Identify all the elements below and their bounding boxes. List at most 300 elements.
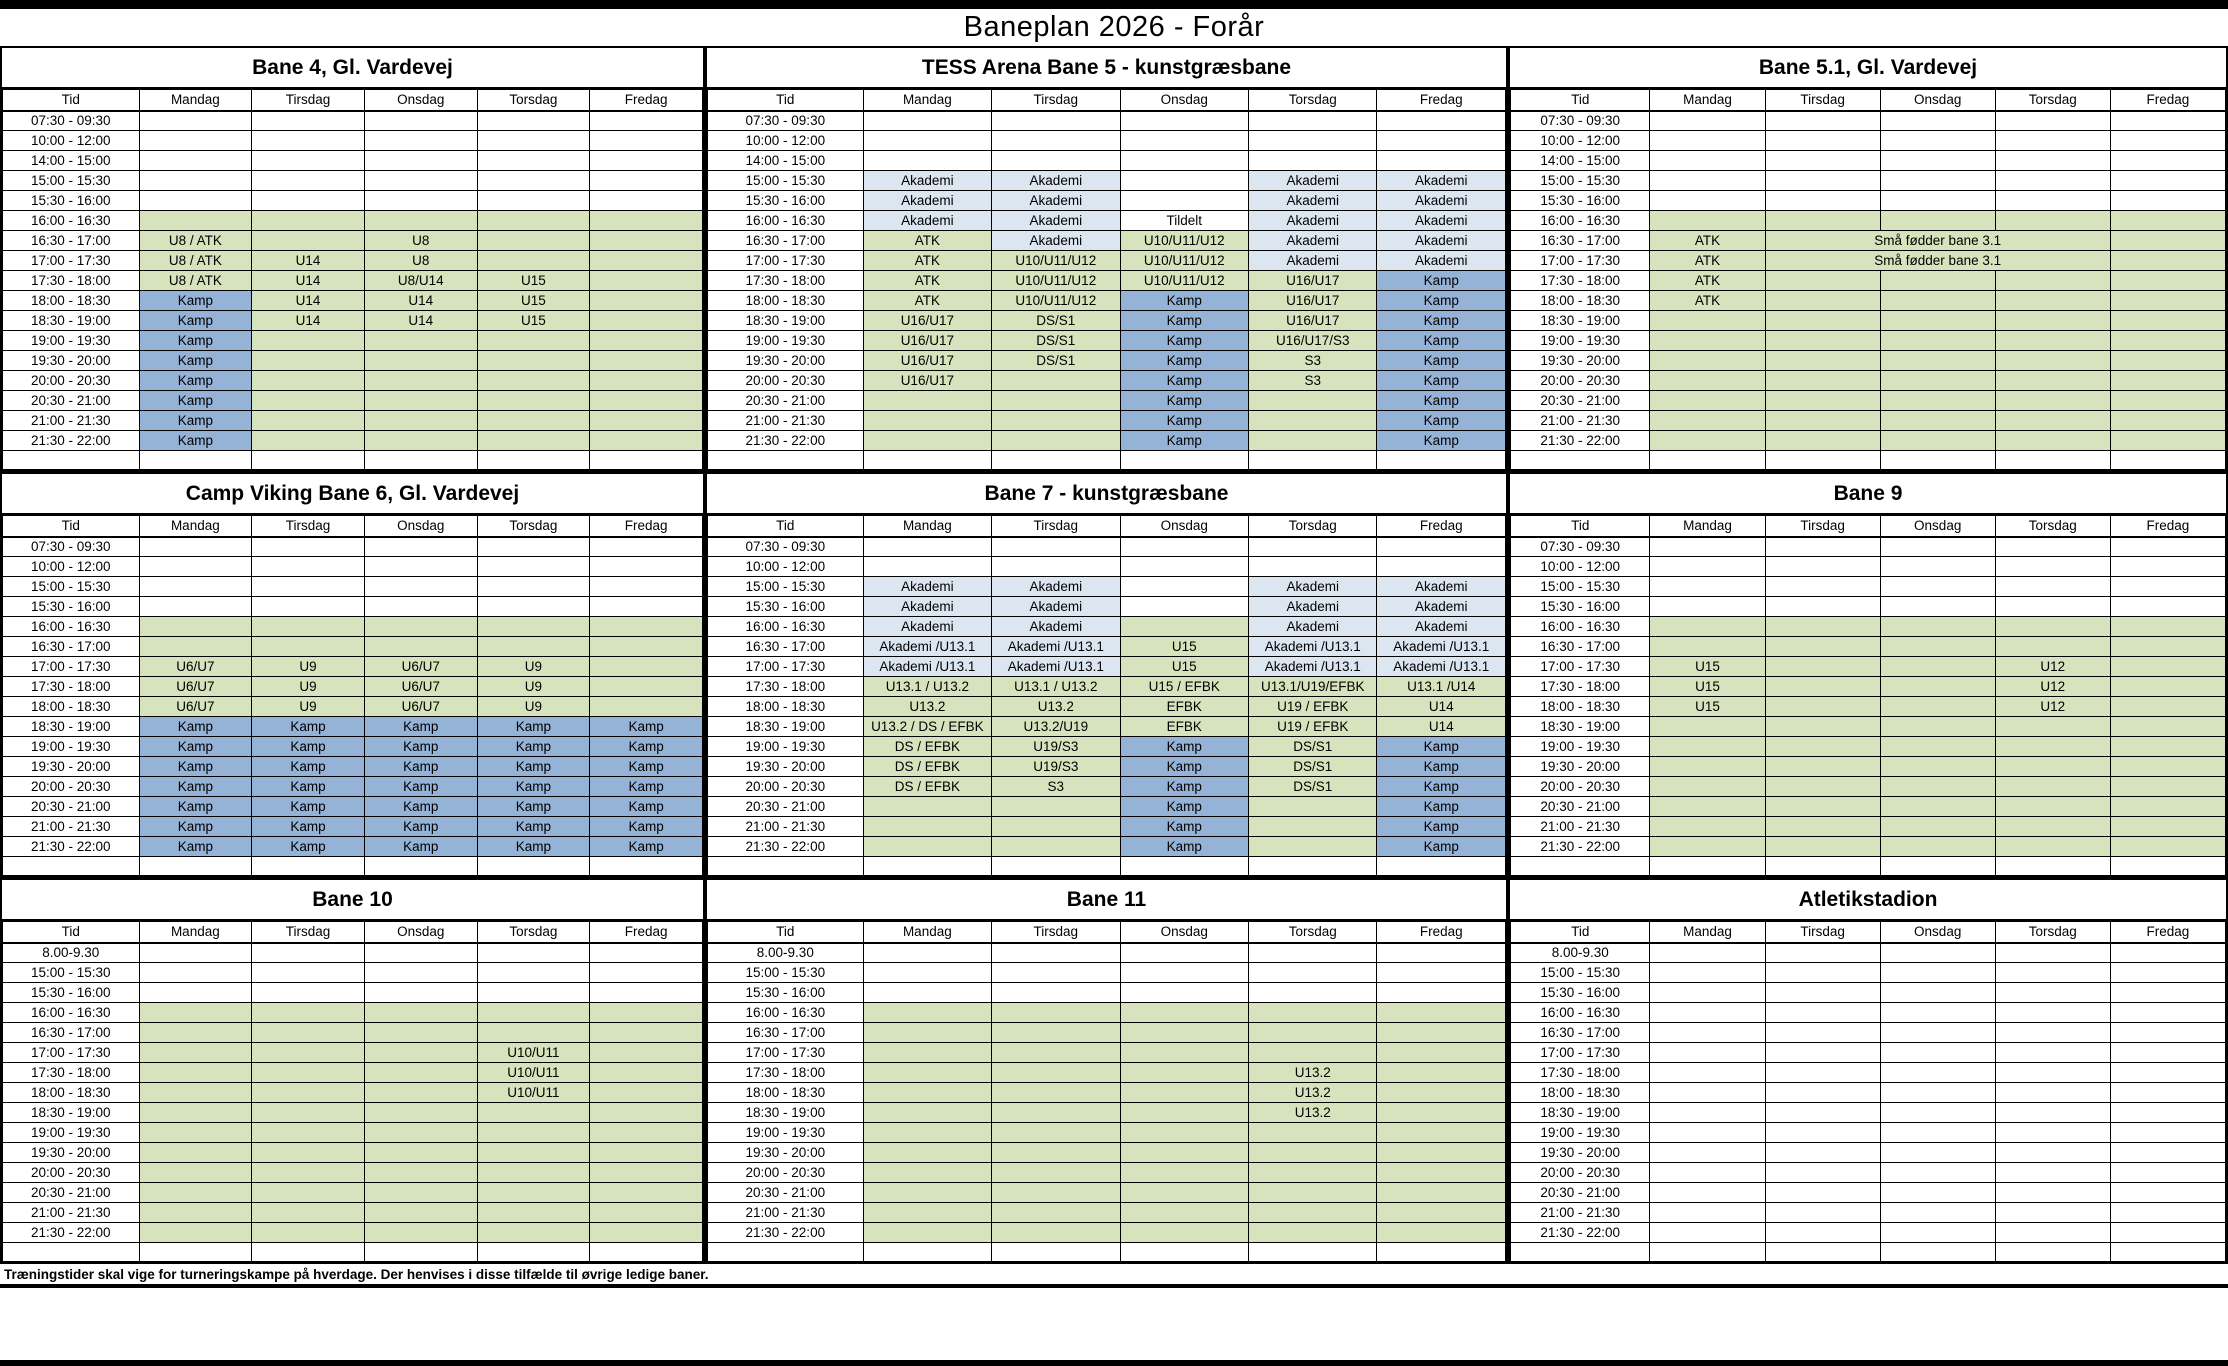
time-label: 19:00 - 19:30 — [3, 1123, 140, 1143]
time-row — [1511, 291, 2226, 311]
time-label: 15:30 - 16:00 — [3, 191, 140, 211]
schedule-cell — [590, 231, 703, 251]
time-row — [708, 231, 1506, 251]
schedule-cell — [477, 111, 590, 131]
schedule-cell — [2110, 817, 2225, 837]
time-label: 07:30 - 09:30 — [3, 111, 140, 131]
schedule-cell — [252, 557, 365, 577]
schedule-cell: Akademi /U13.1 — [992, 657, 1120, 677]
time-label: 20:30 - 21:00 — [1511, 391, 1650, 411]
schedule-cell — [477, 251, 590, 271]
schedule-cell: Kamp — [1377, 371, 1506, 391]
schedule-cell — [1765, 311, 1880, 331]
time-row — [708, 817, 1506, 837]
schedule-cell — [364, 1063, 477, 1083]
time-label: 15:30 - 16:00 — [3, 983, 140, 1003]
schedule-cell — [1880, 757, 1995, 777]
schedule-cell: U14 — [1377, 697, 1506, 717]
time-label: 17:00 - 17:30 — [1511, 657, 1650, 677]
schedule-cell — [1880, 1123, 1995, 1143]
schedule-cell: Kamp — [1120, 331, 1248, 351]
schedule-cell: Kamp — [1120, 411, 1248, 431]
time-label: 21:00 - 21:30 — [708, 1203, 864, 1223]
schedule-cell — [252, 637, 365, 657]
schedule-cell — [1765, 943, 1880, 963]
schedule-cell: Kamp — [252, 817, 365, 837]
time-label: 19:30 - 20:00 — [3, 351, 140, 371]
schedule-cell: U10/U11/U12 — [1120, 231, 1248, 251]
blank-row — [3, 1243, 703, 1262]
header-row — [3, 516, 703, 537]
schedule-cell — [1765, 271, 1880, 291]
col-header-tid: Tid — [708, 922, 864, 943]
schedule-cell: S3 — [992, 777, 1120, 797]
schedule-cell: U19 / EFBK — [1249, 717, 1377, 737]
time-row — [1511, 597, 2226, 617]
schedule-cell — [364, 331, 477, 351]
time-row — [1511, 191, 2226, 211]
time-row — [708, 211, 1506, 231]
time-label: 21:00 - 21:30 — [3, 1203, 140, 1223]
schedule-cell — [1880, 1143, 1995, 1163]
blank-cell — [1249, 451, 1377, 470]
schedule-cell — [2110, 1083, 2225, 1103]
schedule-cell — [252, 151, 365, 171]
schedule-cell — [1249, 557, 1377, 577]
time-row — [708, 291, 1506, 311]
schedule-cell: Kamp — [364, 757, 477, 777]
time-row — [1511, 1043, 2226, 1063]
time-label: 20:00 - 20:30 — [3, 777, 140, 797]
time-row — [1511, 1163, 2226, 1183]
time-label: 15:30 - 16:00 — [708, 983, 864, 1003]
schedule-cell — [1880, 577, 1995, 597]
schedule-table-bane-7 — [705, 472, 1508, 878]
schedule-cell: Kamp — [252, 837, 365, 857]
schedule-cell: Kamp — [252, 717, 365, 737]
time-row — [708, 637, 1506, 657]
time-row — [708, 131, 1506, 151]
schedule-cell — [1880, 1083, 1995, 1103]
schedule-cell — [1765, 331, 1880, 351]
schedule-grid — [707, 89, 1506, 470]
schedule-cell — [2110, 657, 2225, 677]
schedule-cell — [477, 1003, 590, 1023]
schedule-cell — [1995, 777, 2110, 797]
time-row — [1511, 577, 2226, 597]
blank-cell — [1377, 451, 1506, 470]
schedule-cell: Kamp — [1120, 291, 1248, 311]
schedule-cell — [590, 983, 703, 1003]
col-header-fredag: Fredag — [1377, 516, 1506, 537]
time-label: 20:30 - 21:00 — [1511, 797, 1650, 817]
schedule-cell — [1120, 171, 1248, 191]
time-row — [708, 351, 1506, 371]
schedule-cell — [1765, 431, 1880, 451]
schedule-cell: Akademi /U13.1 — [863, 657, 991, 677]
schedule-cell: U9 — [477, 657, 590, 677]
blank-cell — [863, 1243, 991, 1262]
time-label: 15:00 - 15:30 — [1511, 577, 1650, 597]
schedule-cell — [590, 351, 703, 371]
schedule-cell — [992, 963, 1120, 983]
schedule-cell: U6/U7 — [364, 697, 477, 717]
header-row — [1511, 516, 2226, 537]
schedule-cell — [1377, 1103, 1506, 1123]
time-label: 15:30 - 16:00 — [3, 597, 140, 617]
col-header-fredag: Fredag — [1377, 90, 1506, 111]
blank-cell — [992, 1243, 1120, 1262]
schedule-cell: Kamp — [1120, 371, 1248, 391]
schedule-cell — [1880, 1223, 1995, 1243]
time-label: 15:00 - 15:30 — [708, 577, 864, 597]
time-row — [708, 983, 1506, 1003]
schedule-cell — [1650, 637, 1765, 657]
schedule-cell: Kamp — [1377, 757, 1506, 777]
schedule-cell: Akademi — [1377, 597, 1506, 617]
schedule-cell — [863, 431, 991, 451]
schedule-cell — [590, 1023, 703, 1043]
schedule-cell: Akademi — [1377, 251, 1506, 271]
schedule-cell — [1765, 577, 1880, 597]
schedule-cell — [590, 251, 703, 271]
time-row — [1511, 1083, 2226, 1103]
schedule-cell — [992, 111, 1120, 131]
schedule-cell — [2110, 1043, 2225, 1063]
schedule-cell: Kamp — [477, 817, 590, 837]
time-row — [3, 171, 703, 191]
schedule-cell — [1650, 111, 1765, 131]
schedule-cell: Akademi — [863, 617, 991, 637]
schedule-cell — [590, 537, 703, 557]
blank-cell — [139, 451, 252, 470]
time-label: 07:30 - 09:30 — [3, 537, 140, 557]
time-row — [708, 1223, 1506, 1243]
schedule-cell — [992, 537, 1120, 557]
schedule-cell — [1120, 1123, 1248, 1143]
schedule-cell — [1995, 983, 2110, 1003]
time-row — [3, 963, 703, 983]
blank-row — [708, 451, 1506, 470]
schedule-cell — [477, 557, 590, 577]
schedule-cell: Kamp — [139, 311, 252, 331]
time-label: 10:00 - 12:00 — [708, 557, 864, 577]
time-label: 18:00 - 18:30 — [1511, 1083, 1650, 1103]
schedule-cell — [863, 131, 991, 151]
schedule-cell — [1880, 737, 1995, 757]
time-row — [708, 271, 1506, 291]
time-row — [3, 1043, 703, 1063]
schedule-cell — [477, 943, 590, 963]
schedule-cell — [1249, 131, 1377, 151]
time-row — [3, 597, 703, 617]
schedule-cell — [139, 191, 252, 211]
blank-row — [708, 857, 1506, 876]
schedule-cell — [992, 131, 1120, 151]
schedule-cell — [1995, 737, 2110, 757]
schedule-cell: DS / EFBK — [863, 737, 991, 757]
schedule-cell — [2110, 557, 2225, 577]
schedule-cell: Akademi — [1249, 577, 1377, 597]
col-header-torsdag: Torsdag — [477, 922, 590, 943]
schedule-cell — [1880, 617, 1995, 637]
col-header-torsdag: Torsdag — [1249, 516, 1377, 537]
time-label: 21:00 - 21:30 — [3, 411, 140, 431]
time-row — [3, 637, 703, 657]
schedule-cell: Kamp — [139, 431, 252, 451]
time-row — [1511, 677, 2226, 697]
time-label: 16:30 - 17:00 — [1511, 231, 1650, 251]
schedule-cell: Kamp — [477, 717, 590, 737]
schedule-cell — [1249, 963, 1377, 983]
schedule-cell — [1995, 637, 2110, 657]
schedule-cell: U9 — [477, 697, 590, 717]
schedule-cell — [139, 1023, 252, 1043]
time-row — [1511, 617, 2226, 637]
schedule-cell: U19/S3 — [992, 737, 1120, 757]
schedule-cell: U13.2/U19 — [992, 717, 1120, 737]
schedule-cell — [1880, 311, 1995, 331]
schedule-cell: Kamp — [1120, 311, 1248, 331]
time-row — [1511, 777, 2226, 797]
schedule-cell — [863, 391, 991, 411]
time-label: 15:30 - 16:00 — [1511, 983, 1650, 1003]
schedule-cell — [1377, 537, 1506, 557]
time-label: 21:30 - 22:00 — [1511, 837, 1650, 857]
schedule-cell — [1650, 943, 1765, 963]
schedule-cell: DS / EFBK — [863, 777, 991, 797]
time-row — [708, 1043, 1506, 1063]
schedule-cell — [1995, 757, 2110, 777]
schedule-cell — [139, 171, 252, 191]
schedule-cell: Kamp — [139, 331, 252, 351]
schedule-cell — [1995, 1023, 2110, 1043]
time-row — [3, 677, 703, 697]
time-label: 16:30 - 17:00 — [708, 637, 864, 657]
schedule-cell — [252, 1143, 365, 1163]
header-row — [708, 922, 1506, 943]
schedule-cell — [1880, 1183, 1995, 1203]
blank-cell — [139, 1243, 252, 1262]
time-row — [708, 151, 1506, 171]
blank-cell — [139, 857, 252, 876]
schedule-cell: Kamp — [1377, 737, 1506, 757]
schedule-cell — [364, 577, 477, 597]
time-row — [1511, 211, 2226, 231]
schedule-cell — [1765, 371, 1880, 391]
table-title: Bane 11 — [707, 880, 1506, 921]
schedule-cell — [2110, 331, 2225, 351]
schedule-cell — [252, 963, 365, 983]
schedule-cell — [252, 231, 365, 251]
schedule-cell — [590, 191, 703, 211]
time-row — [3, 371, 703, 391]
schedule-cell — [1249, 1183, 1377, 1203]
schedule-cell — [1995, 151, 2110, 171]
schedule-cell — [1995, 1203, 2110, 1223]
time-label: 21:30 - 22:00 — [708, 837, 864, 857]
schedule-cell — [1650, 331, 1765, 351]
time-row — [3, 757, 703, 777]
schedule-cell — [1249, 411, 1377, 431]
time-row — [708, 597, 1506, 617]
schedule-cell — [1995, 837, 2110, 857]
schedule-cell — [1120, 963, 1248, 983]
time-row — [1511, 757, 2226, 777]
schedule-cell — [1995, 131, 2110, 151]
schedule-cell — [992, 1143, 1120, 1163]
time-label: 21:30 - 22:00 — [3, 1223, 140, 1243]
schedule-cell — [1765, 657, 1880, 677]
blank-cell — [1377, 1243, 1506, 1262]
schedule-cell: Kamp — [1377, 817, 1506, 837]
schedule-cell — [364, 1023, 477, 1043]
schedule-cell — [1880, 151, 1995, 171]
schedule-cell — [1995, 351, 2110, 371]
table-title: Bane 4, Gl. Vardevej — [2, 48, 703, 89]
schedule-cell — [863, 1003, 991, 1023]
schedule-cell — [590, 411, 703, 431]
time-label: 21:00 - 21:30 — [708, 411, 864, 431]
schedule-cell — [1880, 637, 1995, 657]
schedule-cell — [1650, 963, 1765, 983]
schedule-cell — [1995, 1043, 2110, 1063]
schedule-cell: Akademi — [1377, 211, 1506, 231]
schedule-cell: U16/U17/S3 — [1249, 331, 1377, 351]
time-label: 17:30 - 18:00 — [1511, 271, 1650, 291]
schedule-cell — [1765, 1143, 1880, 1163]
time-row — [3, 557, 703, 577]
blank-cell — [992, 857, 1120, 876]
schedule-cell: Kamp — [139, 837, 252, 857]
time-row — [708, 837, 1506, 857]
blank-cell — [590, 1243, 703, 1262]
schedule-cell — [1880, 1163, 1995, 1183]
schedule-cell: U15 — [1650, 657, 1765, 677]
time-label: 20:30 - 21:00 — [708, 391, 864, 411]
schedule-cell — [1650, 191, 1765, 211]
schedule-cell — [139, 537, 252, 557]
schedule-cell: Kamp — [139, 737, 252, 757]
blank-cell — [1650, 1243, 1765, 1262]
schedule-cell — [863, 151, 991, 171]
time-row — [1511, 251, 2226, 271]
time-row — [3, 1123, 703, 1143]
schedule-cell — [863, 1023, 991, 1043]
schedule-cell — [1377, 1003, 1506, 1023]
col-header-onsdag: Onsdag — [364, 516, 477, 537]
col-header-mandag: Mandag — [139, 90, 252, 111]
schedule-cell — [477, 391, 590, 411]
schedule-cell: Akademi — [1249, 251, 1377, 271]
schedule-cell: Kamp — [139, 797, 252, 817]
time-label: 16:30 - 17:00 — [708, 1023, 864, 1043]
schedule-cell — [1995, 577, 2110, 597]
time-row — [1511, 1183, 2226, 1203]
time-label: 18:00 - 18:30 — [708, 1083, 864, 1103]
time-label: 17:30 - 18:00 — [1511, 677, 1650, 697]
col-header-fredag: Fredag — [2110, 922, 2225, 943]
schedule-cell: U15 — [1650, 697, 1765, 717]
time-row — [1511, 963, 2226, 983]
schedule-cell — [2110, 637, 2225, 657]
schedule-cell: Akademi /U13.1 — [1377, 637, 1506, 657]
col-header-mandag: Mandag — [863, 516, 991, 537]
time-row — [708, 737, 1506, 757]
schedule-cell — [590, 943, 703, 963]
schedule-cell — [477, 131, 590, 151]
schedule-cell — [1765, 1123, 1880, 1143]
schedule-cell — [992, 1103, 1120, 1123]
blank-cell — [1511, 451, 1650, 470]
schedule-cell: Kamp — [1377, 431, 1506, 451]
schedule-cell — [1880, 1043, 1995, 1063]
schedule-cell — [477, 151, 590, 171]
time-label: 16:00 - 16:30 — [3, 211, 140, 231]
schedule-cell — [1995, 717, 2110, 737]
schedule-cell — [1249, 1023, 1377, 1043]
schedule-cell — [1765, 777, 1880, 797]
schedule-cell: Akademi — [1377, 617, 1506, 637]
schedule-cell — [364, 557, 477, 577]
schedule-cell: U19/S3 — [992, 757, 1120, 777]
schedule-cell — [139, 111, 252, 131]
schedule-cell: U16/U17 — [863, 331, 991, 351]
schedule-cell: EFBK — [1120, 717, 1248, 737]
schedule-cell — [1120, 1203, 1248, 1223]
schedule-cell — [1249, 151, 1377, 171]
schedule-cell: Kamp — [1377, 351, 1506, 371]
blank-cell — [1249, 1243, 1377, 1262]
time-row — [3, 431, 703, 451]
col-header-tirsdag: Tirsdag — [252, 922, 365, 943]
col-header-onsdag: Onsdag — [1120, 90, 1248, 111]
schedule-cell: U12 — [1995, 657, 2110, 677]
schedule-cell: Kamp — [139, 757, 252, 777]
schedule-cell: DS/S1 — [992, 311, 1120, 331]
schedule-cell — [1377, 963, 1506, 983]
schedule-cell: Kamp — [1377, 291, 1506, 311]
schedule-cell — [2110, 1103, 2225, 1123]
schedule-cell — [1650, 1103, 1765, 1123]
schedule-cell: Akademi — [992, 171, 1120, 191]
time-label: 15:00 - 15:30 — [3, 577, 140, 597]
schedule-cell — [1650, 411, 1765, 431]
schedule-cell — [1377, 131, 1506, 151]
schedule-cell: Kamp — [364, 777, 477, 797]
schedule-cell: U13.2 — [1249, 1063, 1377, 1083]
schedule-cell — [1765, 1163, 1880, 1183]
schedule-cell: Akademi — [1249, 231, 1377, 251]
schedule-cell — [863, 1103, 991, 1123]
time-label: 17:30 - 18:00 — [708, 271, 864, 291]
schedule-cell — [2110, 537, 2225, 557]
schedule-cell: ATK — [1650, 231, 1765, 251]
schedule-cell — [992, 837, 1120, 857]
schedule-cell: U15 — [477, 291, 590, 311]
time-row — [3, 1223, 703, 1243]
schedule-cell — [139, 151, 252, 171]
schedule-cell: U10/U11/U12 — [992, 271, 1120, 291]
schedule-cell — [2110, 837, 2225, 857]
schedule-cell — [2110, 597, 2225, 617]
time-row — [3, 1163, 703, 1183]
header-row — [708, 516, 1506, 537]
blank-cell — [863, 451, 991, 470]
schedule-cell: DS/S1 — [992, 331, 1120, 351]
time-label: 17:30 - 18:00 — [3, 1063, 140, 1083]
schedule-cell: Akademi — [863, 211, 991, 231]
